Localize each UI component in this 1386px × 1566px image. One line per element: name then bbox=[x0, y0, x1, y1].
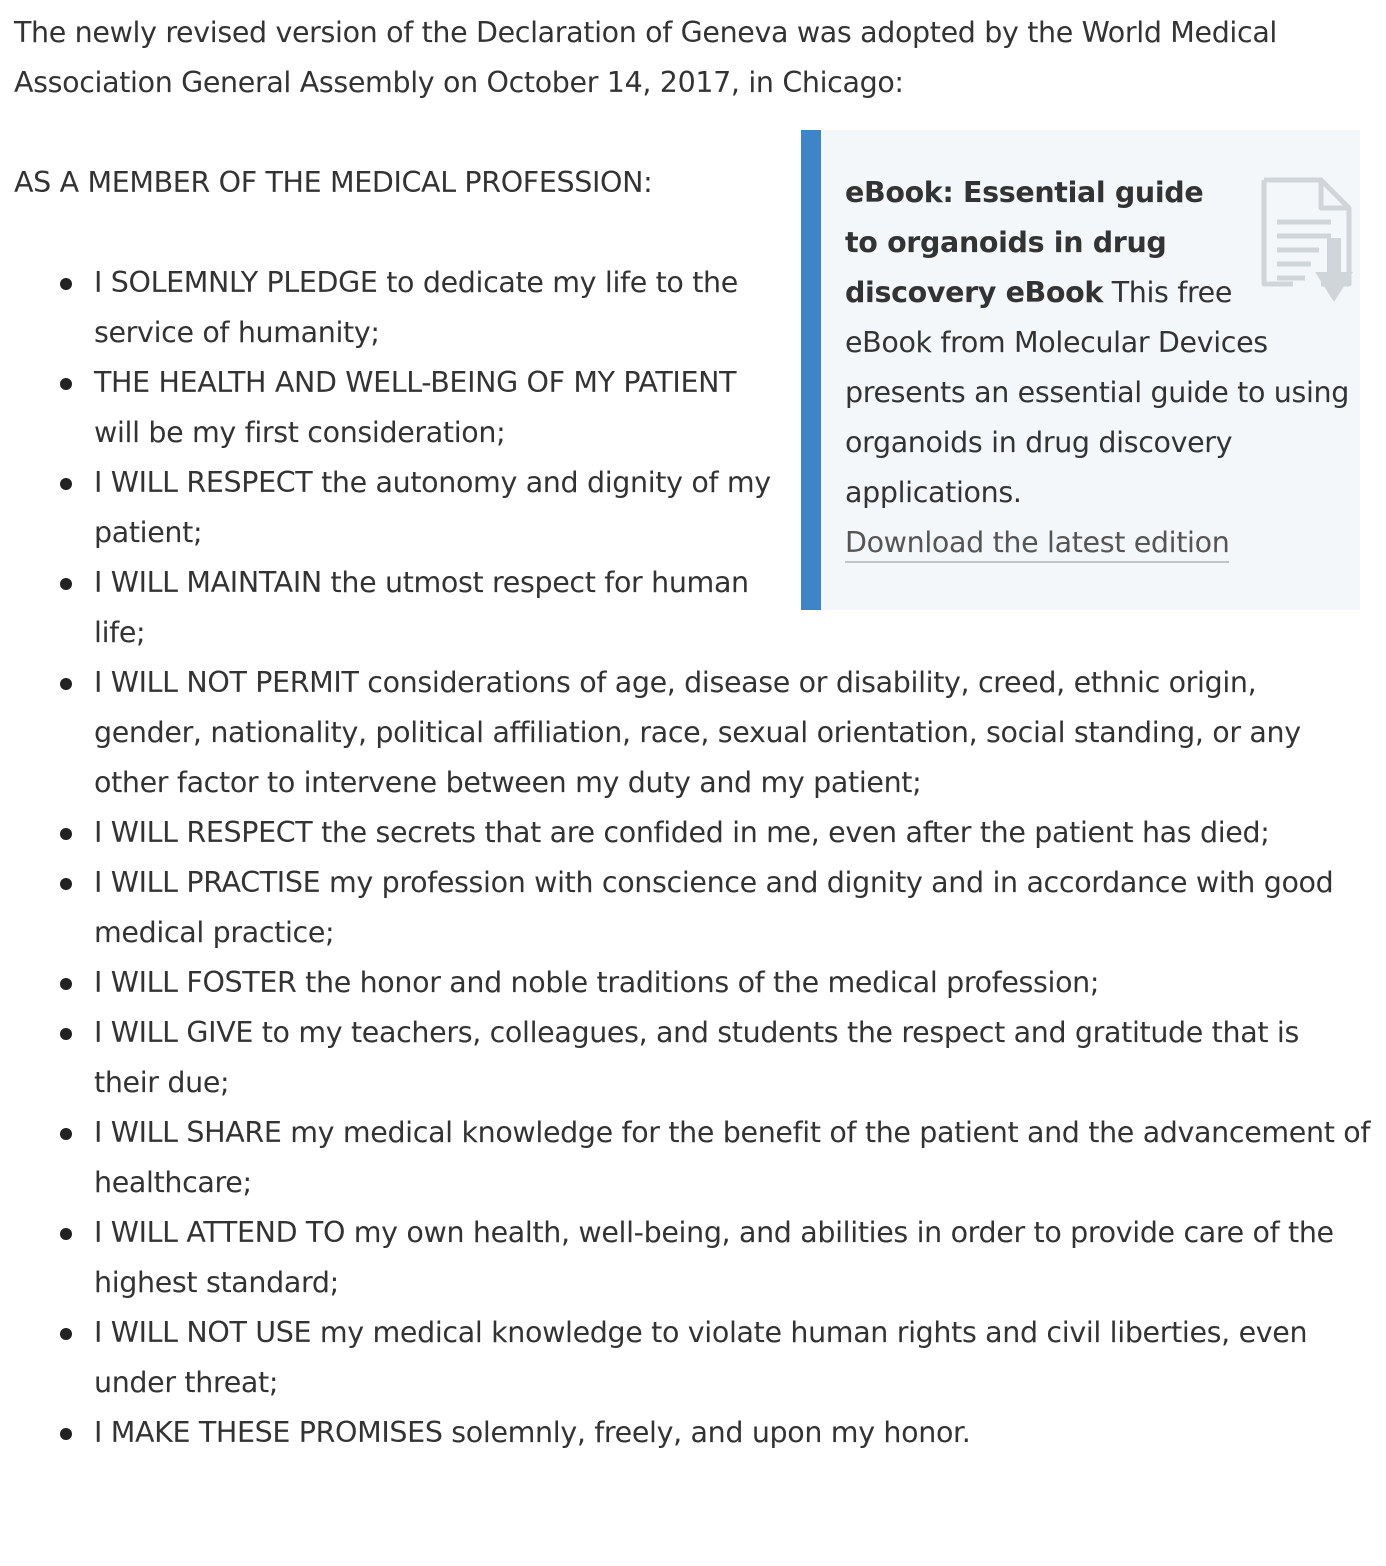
pledge-lead: THE HEALTH AND WELL-BEING OF MY PATIENT bbox=[94, 366, 737, 399]
list-item bbox=[94, 1008, 1370, 1108]
list-item bbox=[94, 958, 1370, 1008]
pledge-lead: I SOLEMNLY PLEDGE bbox=[94, 266, 378, 299]
pledge-list bbox=[14, 258, 1370, 1458]
pledge-lead: I WILL NOT PERMIT bbox=[94, 666, 359, 699]
pledge-text: the secrets that are confided in me, even after the patient has died; bbox=[312, 816, 1270, 849]
pledge-lead: I WILL RESPECT bbox=[94, 466, 313, 499]
pledge-text: my profession with conscience and dignity and in accordance with good medical practice; bbox=[94, 866, 1334, 949]
pledge-text: my own health, well-being, and abilities in order to provide care of the highest standard; bbox=[94, 1216, 1334, 1299]
intro-paragraph: The newly revised version of the Declaration of Geneva was adopted by the World Medical Association General Assembly on October 14, 2017, in Chicago: bbox=[14, 16, 1278, 99]
pledge-lead: I MAKE THESE PROMISES bbox=[94, 1416, 443, 1449]
pledge-text: to my teachers, colleagues, and students the respect and gratitude that is their due; bbox=[94, 1016, 1299, 1099]
pledge-text: my medical knowledge for the benefit of the patient and the advancement of healthcare; bbox=[94, 1116, 1371, 1199]
pledge-text: considerations of age, disease or disability, creed, ethnic origin, gender, nationality, political affiliation, race, sexual orientation, social standing, or any other factor to intervene between my duty and my patient; bbox=[94, 666, 1301, 799]
pledge-lead: I WILL SHARE bbox=[94, 1116, 282, 1149]
section-heading: AS A MEMBER OF THE MEDICAL PROFESSION: bbox=[14, 166, 653, 199]
list-item bbox=[94, 858, 1370, 958]
pledge-lead: I WILL NOT USE bbox=[94, 1316, 312, 1349]
pledge-lead: I WILL ATTEND TO bbox=[94, 1216, 346, 1249]
ebook-title: eBook: Essential guide to organoids in drug discovery eBook bbox=[845, 176, 1204, 309]
pledge-text: the utmost respect for human life; bbox=[94, 566, 749, 649]
list-item bbox=[94, 358, 1370, 458]
download-ebook-link[interactable]: Download the latest edition bbox=[845, 526, 1229, 563]
pledge-lead: I WILL MAINTAIN bbox=[94, 566, 322, 599]
list-item bbox=[94, 1308, 1370, 1408]
list-item bbox=[94, 1408, 1370, 1458]
pledge-lead: I WILL PRACTISE bbox=[94, 866, 321, 899]
list-item bbox=[94, 808, 1370, 858]
pledge-lead: I WILL RESPECT bbox=[94, 816, 313, 849]
list-item bbox=[94, 1208, 1370, 1308]
list-item bbox=[94, 558, 1370, 658]
list-item bbox=[94, 258, 1370, 358]
pledge-text: solemnly, freely, and upon my honor. bbox=[442, 1416, 971, 1449]
ebook-description: This free eBook from Molecular Devices presents an essential guide to using organoids in drug discovery applications. bbox=[845, 276, 1350, 509]
pledge-lead: I WILL GIVE bbox=[94, 1016, 254, 1049]
pledge-text: will be my first consideration; bbox=[94, 416, 506, 449]
pledge-text: my medical knowledge to violate human rights and civil liberties, even under threat; bbox=[94, 1316, 1308, 1399]
article-body bbox=[14, 8, 1370, 1458]
list-item bbox=[94, 458, 1370, 558]
list-item bbox=[94, 1108, 1370, 1208]
pledge-text: the honor and noble traditions of the medical profession; bbox=[296, 966, 1100, 999]
list-item bbox=[94, 658, 1370, 808]
pledge-text: to dedicate my life to the service of humanity; bbox=[94, 266, 738, 349]
pledge-text: the autonomy and dignity of my patient; bbox=[94, 466, 771, 549]
pledge-lead: I WILL FOSTER bbox=[94, 966, 297, 999]
